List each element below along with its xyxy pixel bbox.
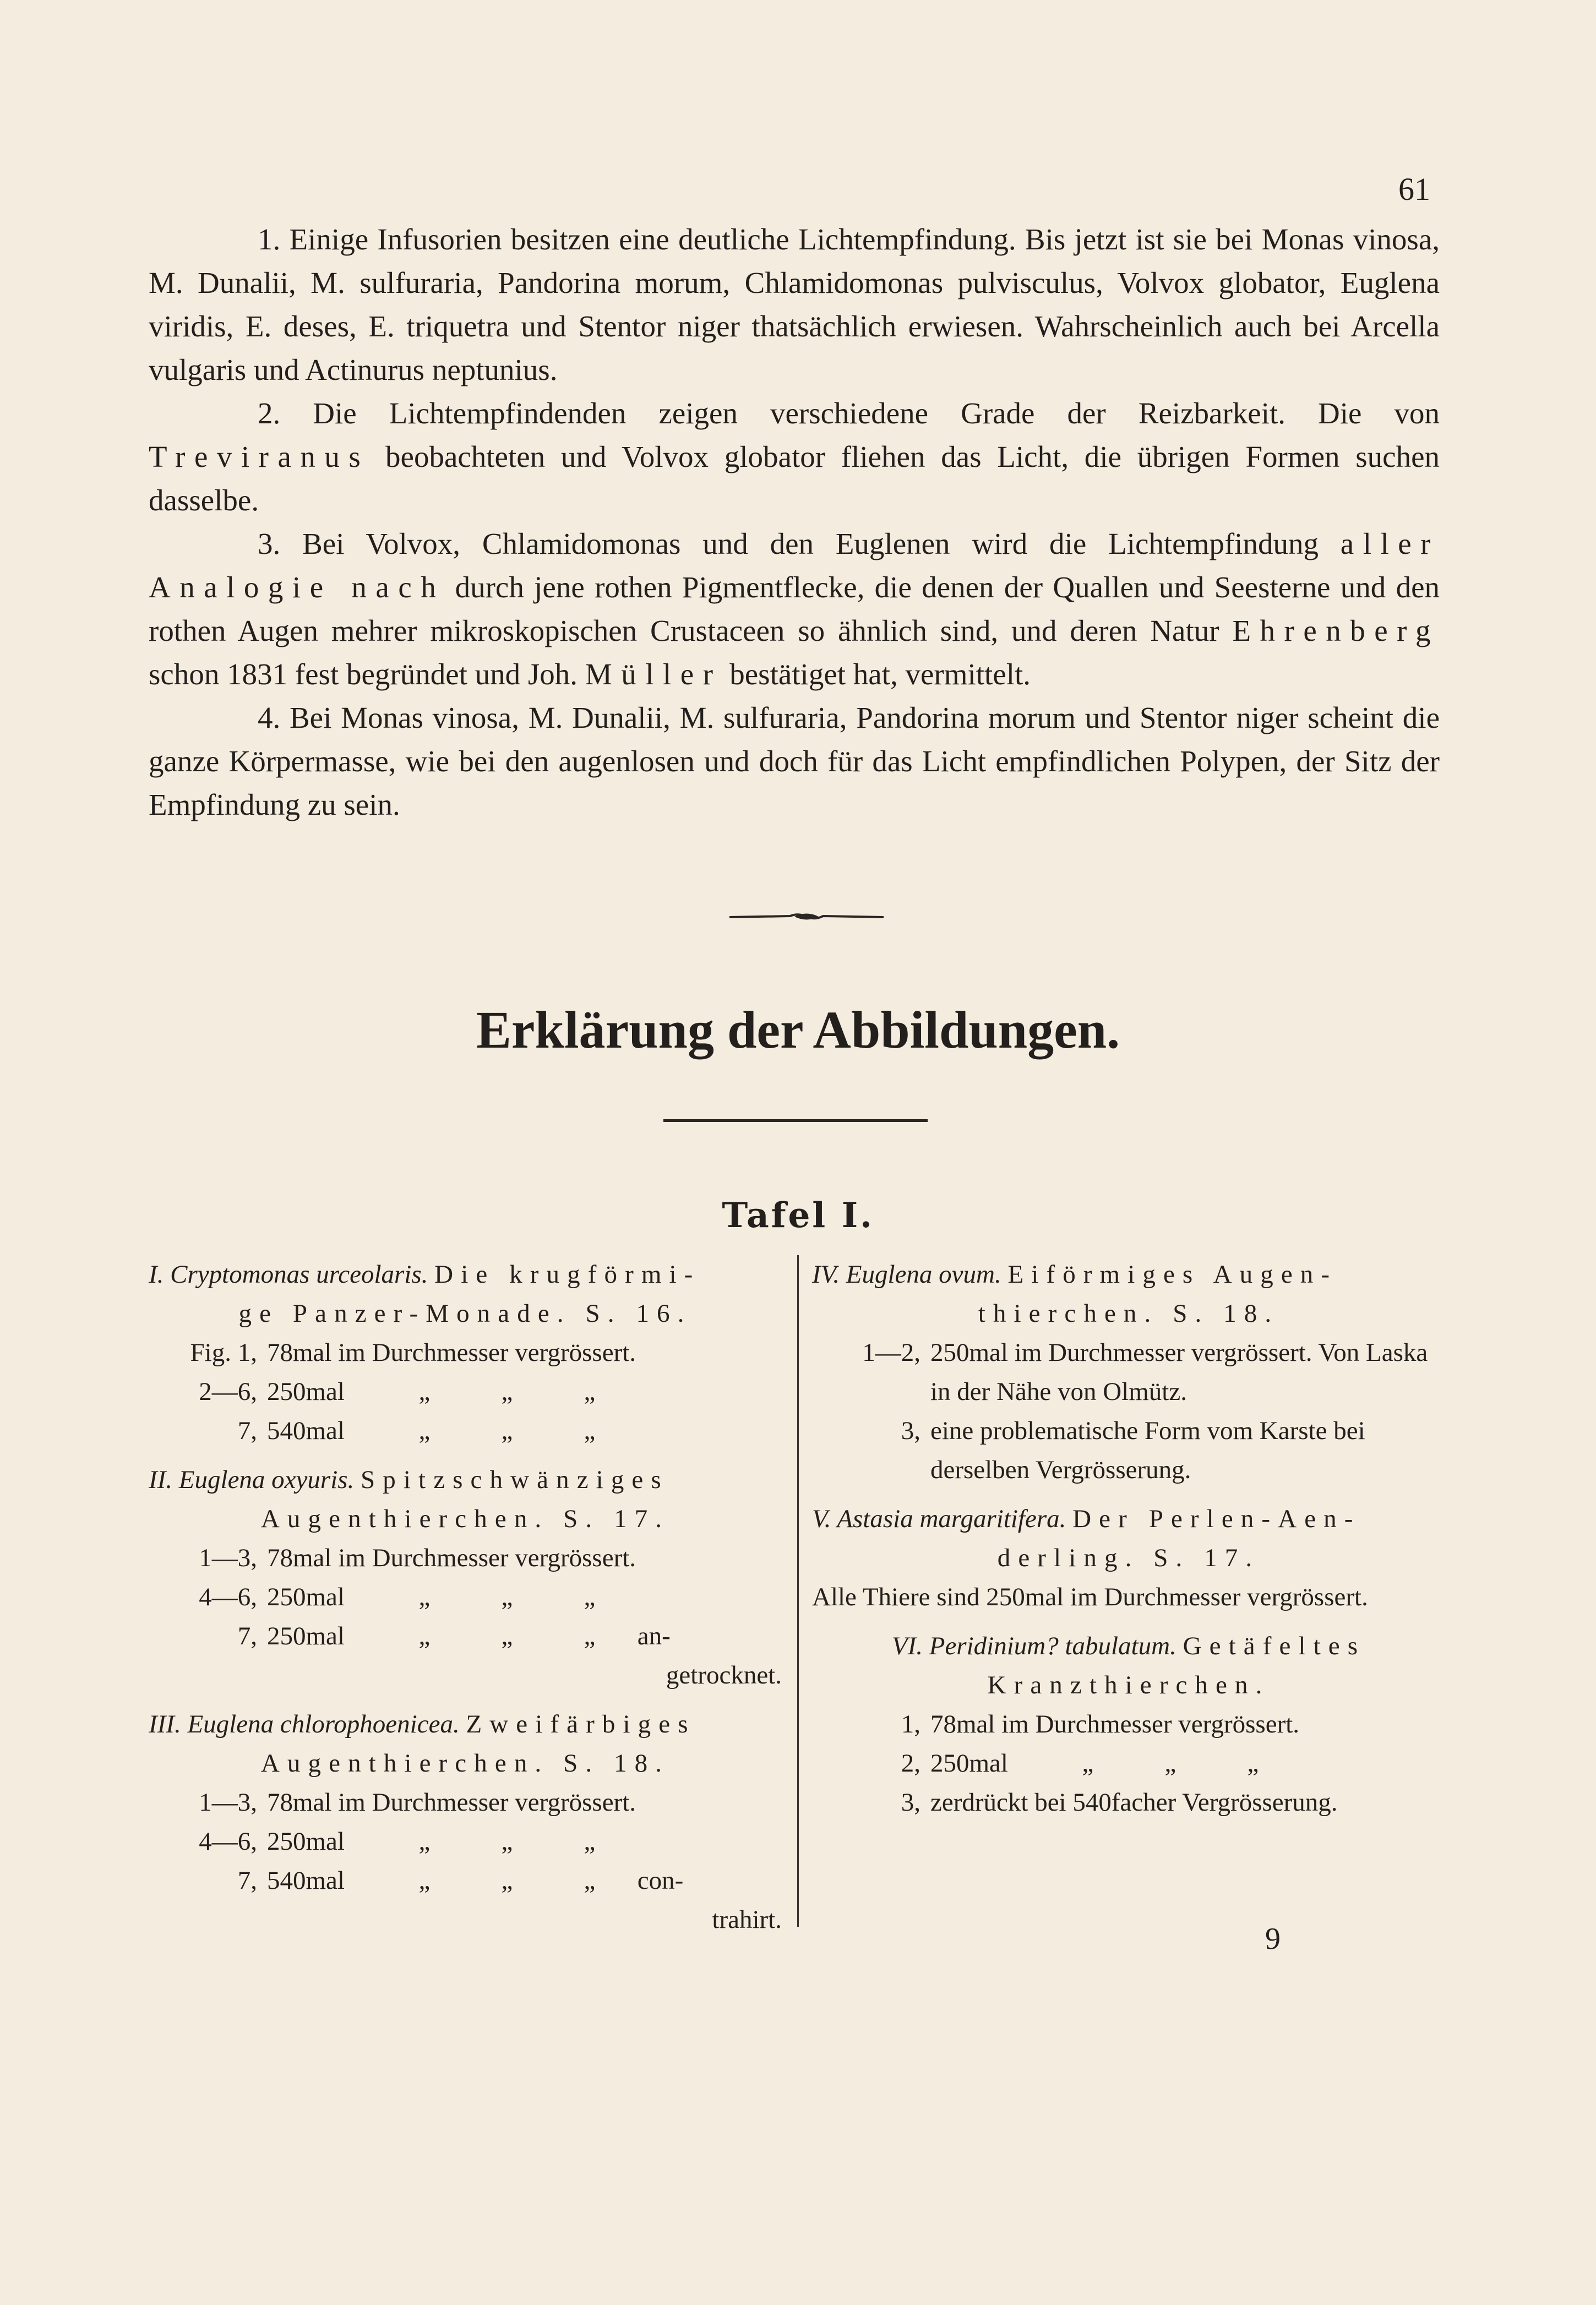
figure-label: 1, [901, 1710, 920, 1739]
left-column [149, 1255, 782, 1949]
magnification: 540mal [267, 1416, 345, 1445]
paragraph-3 [149, 522, 1440, 696]
paragraph-2 [149, 391, 1440, 522]
species-name: III. Euglena chlorophoenicea. [149, 1710, 460, 1739]
entry-note: Alle Thiere sind 250mal im Durchmesser vergrössert. [812, 1583, 1368, 1611]
ornament-divider [729, 908, 884, 925]
figure-label: 1—3, [199, 1788, 257, 1817]
entry-heading [149, 1255, 782, 1294]
figure-row [149, 1861, 782, 1900]
figure-text: 78mal im Durchmesser vergrössert. [267, 1788, 636, 1817]
entry-heading [812, 1627, 1445, 1666]
entry-heading [149, 1461, 782, 1500]
species-name: IV. Euglena ovum. [812, 1260, 1001, 1289]
figure-label: 7, [237, 1622, 257, 1650]
figure-row [149, 1617, 782, 1656]
entry-1 [149, 1255, 782, 1451]
entry-subheading: Augenthierchen. S. 17. [260, 1505, 670, 1533]
magnification: 250mal [267, 1583, 345, 1611]
ditto-mark: „ [584, 1377, 596, 1406]
common-name: Der Perlen-Aen- [1072, 1505, 1361, 1533]
figure-text [267, 1412, 782, 1451]
common-name: Getäfeltes [1183, 1632, 1366, 1660]
common-name: Die krugförmi- [434, 1260, 701, 1289]
ditto-mark: „ [501, 1416, 513, 1445]
figure-label: 3, [901, 1788, 920, 1817]
entry-heading [149, 1705, 782, 1744]
entry-6 [812, 1627, 1445, 1822]
figure-row [149, 1412, 782, 1451]
entry-subheading: Augenthierchen. S. 18. [260, 1749, 670, 1778]
paragraph-2-part: beobachteten und Volvox globator fliehen das Licht, die übrigen Formen suchen dasselbe. [149, 440, 1440, 517]
figure-note-continued: getrocknet. [666, 1661, 782, 1690]
paragraph-1: 1. Einige Infusorien besitzen eine deutliche Lichtempfindung. Bis jetzt ist sie bei Monas vinosa, M. Dunalii, M. sulfuraria, Pandorina morum, Chlamidomonas pulvisculus, Volvox globator, Euglena viridis, E. deses, E. triquetra und Stentor niger thatsächlich erwiesen. Wahrscheinlich auch bei Arcella vulgaris und Actinurus neptunius. [149, 222, 1440, 386]
figure-row [149, 1539, 782, 1578]
figure-text [930, 1744, 1445, 1783]
column-divider [797, 1255, 799, 1927]
figure-label: 4—6, [199, 1583, 257, 1611]
figure-note-continued: trahirt. [712, 1905, 782, 1934]
figure-label: Fig. 1, [190, 1338, 257, 1367]
figure-text: 78mal im Durchmesser vergrössert. [930, 1710, 1300, 1739]
species-name: I. Cryptomonas urceolaris. [149, 1260, 428, 1289]
ditto-mark: „ [584, 1583, 596, 1611]
paragraph-3-part: durch jene rothen Pigmentflecke, die denen der Quallen und Seesterne und den rothen Augen mehrer mikroskopischen Crustaceen so ähnlich sind, und deren Natur [149, 570, 1440, 647]
figure-text [267, 1372, 782, 1412]
entry-3 [149, 1705, 782, 1939]
plate-title: Tafel I. [722, 1195, 874, 1235]
spaced-name: Treviranus [149, 440, 370, 473]
common-name: Spitzschwänziges [361, 1465, 669, 1494]
species-name: II. Euglena oxyuris. [149, 1465, 355, 1494]
signature-mark: 9 [1265, 1922, 1281, 1956]
species-name: VI. Peridinium? tabulatum. [891, 1632, 1176, 1660]
right-column [812, 1255, 1445, 1832]
ditto-mark: „ [584, 1416, 596, 1445]
figure-row [812, 1744, 1445, 1783]
entry-subheading: Kranzthierchen. [987, 1671, 1270, 1699]
ditto-mark: „ [501, 1377, 513, 1406]
title-rule [663, 1119, 928, 1122]
entry-subheading: thierchen. S. 18. [978, 1299, 1279, 1328]
spaced-name: Ehrenberg [1232, 614, 1440, 647]
ditto-mark: „ [501, 1583, 513, 1611]
species-name: V. Astasia margaritifera. [812, 1505, 1066, 1533]
ditto-mark: „ [584, 1866, 596, 1895]
figure-row [812, 1412, 1445, 1490]
entry-4 [812, 1255, 1445, 1490]
figure-text: 250mal im Durchmesser vergrössert. Von Laska in der Nähe von Olmütz. [930, 1338, 1428, 1406]
ditto-mark: „ [1082, 1749, 1094, 1778]
figure-label: 7, [237, 1866, 257, 1895]
paragraph-3-part: schon 1831 fest begründet und Joh. [149, 657, 585, 691]
ditto-mark: „ [418, 1416, 431, 1445]
figure-text: 78mal im Durchmesser vergrössert. [267, 1338, 636, 1367]
section-title: Erklärung der Abbildungen. [476, 1000, 1120, 1059]
ditto-mark: „ [418, 1622, 431, 1650]
figure-row [149, 1333, 782, 1372]
figure-note: an- [637, 1622, 671, 1650]
figure-text: 78mal im Durchmesser vergrössert. [267, 1544, 636, 1572]
paragraph-3-part: bestätiget hat, vermittelt. [722, 657, 1031, 691]
spaced-name: Müller [585, 657, 722, 691]
paragraph-4: 4. Bei Monas vinosa, M. Dunalii, M. sulfuraria, Pandorina morum und Stentor niger scheint die ganze Körpermasse, wie bei den augenlosen und doch für das Licht empfindlichen Polypen, der Sitz der Empfindung zu sein. [149, 701, 1440, 821]
ditto-mark: „ [418, 1583, 431, 1611]
figure-text [267, 1617, 782, 1656]
figure-row [149, 1578, 782, 1617]
figure-row [812, 1783, 1445, 1822]
magnification: 250mal [267, 1827, 345, 1856]
ditto-mark: „ [418, 1827, 431, 1856]
magnification: 250mal [267, 1622, 345, 1650]
figure-text [267, 1822, 782, 1861]
common-name: Zweifärbiges [466, 1710, 696, 1739]
figure-label: 1—2, [862, 1338, 920, 1367]
spaced-phrase: aller Analogie nach [149, 527, 1440, 604]
figure-text: eine problematische Form vom Karste bei derselben Vergrösserung. [930, 1416, 1365, 1484]
figure-row [812, 1705, 1445, 1744]
figure-text [267, 1861, 782, 1900]
entry-subheading: derling. S. 17. [997, 1544, 1260, 1572]
figure-text: zerdrückt bei 540facher Vergrösserung. [930, 1788, 1338, 1817]
figure-row [812, 1333, 1445, 1412]
paragraph-2-part: 2. Die Lichtempfindenden zeigen verschiedene Grade der Reizbarkeit. Die von [258, 396, 1440, 430]
figure-text [267, 1578, 782, 1617]
ditto-mark: „ [1164, 1749, 1176, 1778]
figure-label: 7, [237, 1416, 257, 1445]
ditto-mark: „ [584, 1827, 596, 1856]
entry-heading [812, 1500, 1445, 1539]
figure-note: con- [637, 1866, 684, 1895]
figure-row [149, 1822, 782, 1861]
common-name: Eiförmiges Augen- [1007, 1260, 1338, 1289]
figure-label: 2—6, [199, 1377, 257, 1406]
magnification: 250mal [267, 1377, 345, 1406]
entry-subheading: ge Panzer-Monade. S. 16. [238, 1299, 692, 1328]
ditto-mark: „ [501, 1827, 513, 1856]
ditto-mark: „ [418, 1377, 431, 1406]
figure-label: 4—6, [199, 1827, 257, 1856]
magnification: 250mal [930, 1749, 1008, 1778]
ditto-mark: „ [501, 1622, 513, 1650]
figure-label: 3, [901, 1416, 920, 1445]
ditto-mark: „ [501, 1866, 513, 1895]
intro-text [149, 217, 1440, 826]
entry-5 [812, 1500, 1445, 1617]
figure-label: 1—3, [199, 1544, 257, 1572]
figure-row [149, 1783, 782, 1822]
entry-2 [149, 1461, 782, 1695]
figure-row [149, 1372, 782, 1412]
paragraph-3-part: 3. Bei Volvox, Chlamidomonas und den Euglenen wird die Lichtempfindung [258, 527, 1341, 560]
ditto-mark: „ [1247, 1749, 1259, 1778]
ditto-mark: „ [584, 1622, 596, 1650]
entry-heading [812, 1255, 1445, 1294]
ditto-mark: „ [418, 1866, 431, 1895]
figure-label: 2, [901, 1749, 920, 1778]
page-number: 61 [1398, 171, 1430, 207]
magnification: 540mal [267, 1866, 345, 1895]
